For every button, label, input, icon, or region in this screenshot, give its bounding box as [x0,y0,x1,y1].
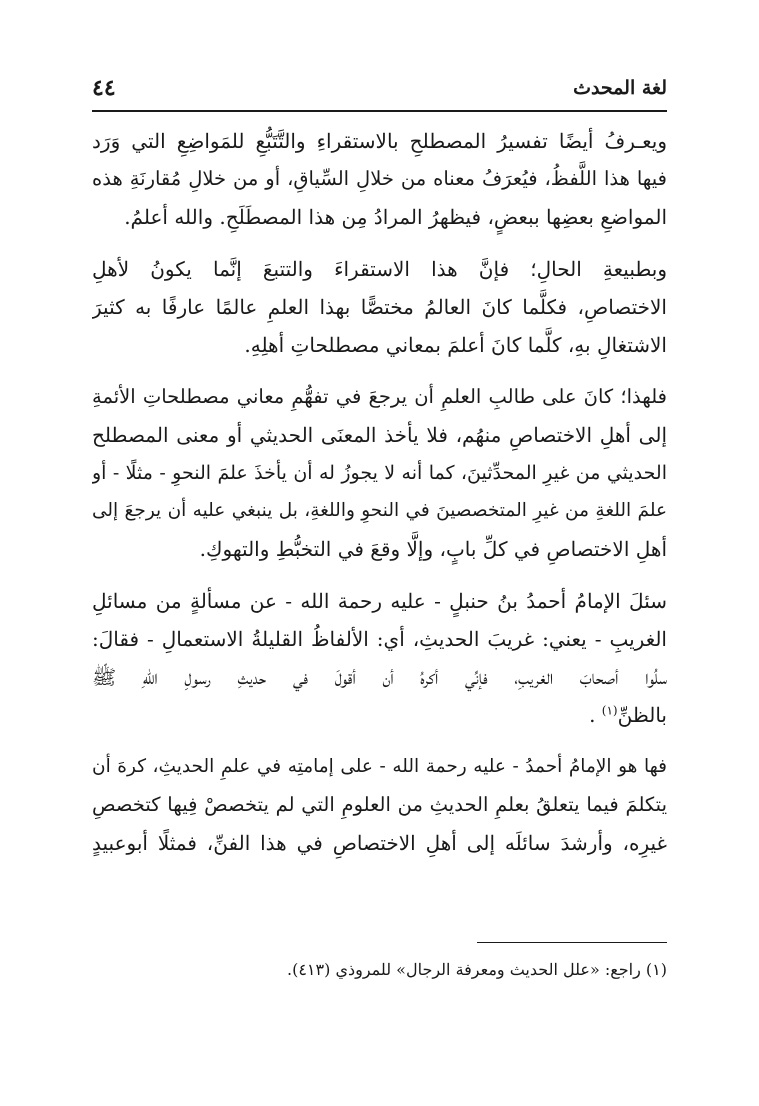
paragraph-2 [92,250,667,364]
text-line: غيرِه، وأرشدَ سائلَه إلى أهلِ الاختصاصِ في هذا الفنِّ، فمثلًا أبوعبيدٍ [92,831,667,855]
text-line: فها هو الإمامُ أحمدُ - عليه رحمة الله - على إمامتِه في علمِ الحديثِ، كرهَ أن [92,756,667,777]
paragraph-4 [92,582,667,734]
text-line: يتكلمَ فيما يتعلقُ بعلمِ الحديثِ من العلومِ التي لم يتخصصْ فِيها كتخصصِ [92,793,667,816]
text-line: سئلَ الإمامُ أحمدُ بنُ حنبلٍ - عليه رحمة الله - عن مسألةٍ من مسائلِ [92,589,667,613]
text-line: وبطبيعةِ الحالِ؛ فإنَّ هذا الاستقراءَ والتتبعَ إنَّما يكونُ لأهلِ [92,257,667,281]
running-title: لغة المحدث [573,77,667,99]
text-line-with-footnote [92,696,667,734]
header-rule [92,110,667,112]
footnote-separator [477,942,667,943]
sentence-end: . [589,703,596,727]
text-line: ويعـرفُ أيضًا تفسيرُ المصطلحِ بالاستقراءِ والتَّتَبُّعِ للمَواضِعِ التي وَرَد [92,129,667,153]
text-line: فلهذا؛ كانَ على طالبِ العلمِ أن يرجعَ في تفهُّمِ معاني مصطلحاتِ الأئمةِ [92,385,667,408]
text-line: الاختصاصِ، فكلَّما كانَ العالمُ مختصًّا بهذا العلمِ عالمًا عارفًا به كثيرَ [92,295,667,319]
text-line: المواضعِ بعضِها ببعضٍ، فيظهرُ المرادُ مِن هذا المصطَلَحِ. والله أعلمُ. [124,205,667,229]
paragraph-5 [92,748,667,862]
text-line: الاشتغالِ بهِ، كلَّما كانَ أعلمَ بمعاني مصطلحاتِ أهلِهِ. [244,333,667,357]
text-fragment: بالظنِّ [617,703,667,727]
footnote-reference[interactable]: (١) [601,703,618,718]
page-number: ٤٤ [92,75,116,101]
main-text [92,122,667,872]
text-line: فيها هذا اللَّفظُ، فيُعرَفُ معناه من خلالِ السِّياقِ، أو من خلالِ مُقارنَةِ هذه [92,167,667,190]
text-line: أهلِ الاختصاصِ في كلِّ بابٍ، وإلَّا وقعَ في التخبُّطِ والتهوكِ. [199,537,667,561]
paragraph-3 [92,378,667,568]
text-line: سلُوا أصحابَ الغريبِ، فإنِّي أكرهُ أن أقولَ في حديثِ رسولِ اللهِ ﷺ [92,665,667,689]
text-line: الغريبِ - يعني: غريبَ الحديثِ، أي: الألفاظُ القليلةُ الاستعمالِ - فقالَ: [92,627,667,651]
paragraph-1 [92,122,667,236]
page-header [92,70,667,106]
footnote: (١) راجع: «علل الحديث ومعرفة الرجال» للمروذي (٤١٣). [287,960,667,979]
text-line: إلى أهلِ الاختصاصِ منهُم، فلا يأخذ المعنَى الحديثي أو معنى المصطلح [92,423,667,447]
text-line: علمَ اللغةِ من غيرِ المتخصصينَ في النحوِ واللغةِ، بل ينبغي عليه أن يرجعَ إلى [92,500,667,521]
text-line: الحديثي من غيرِ المحدِّثينَ، كما أنه لا يجوزُ له أن يأخذَ علمَ النحوِ - مثلًا - أو [92,462,667,484]
